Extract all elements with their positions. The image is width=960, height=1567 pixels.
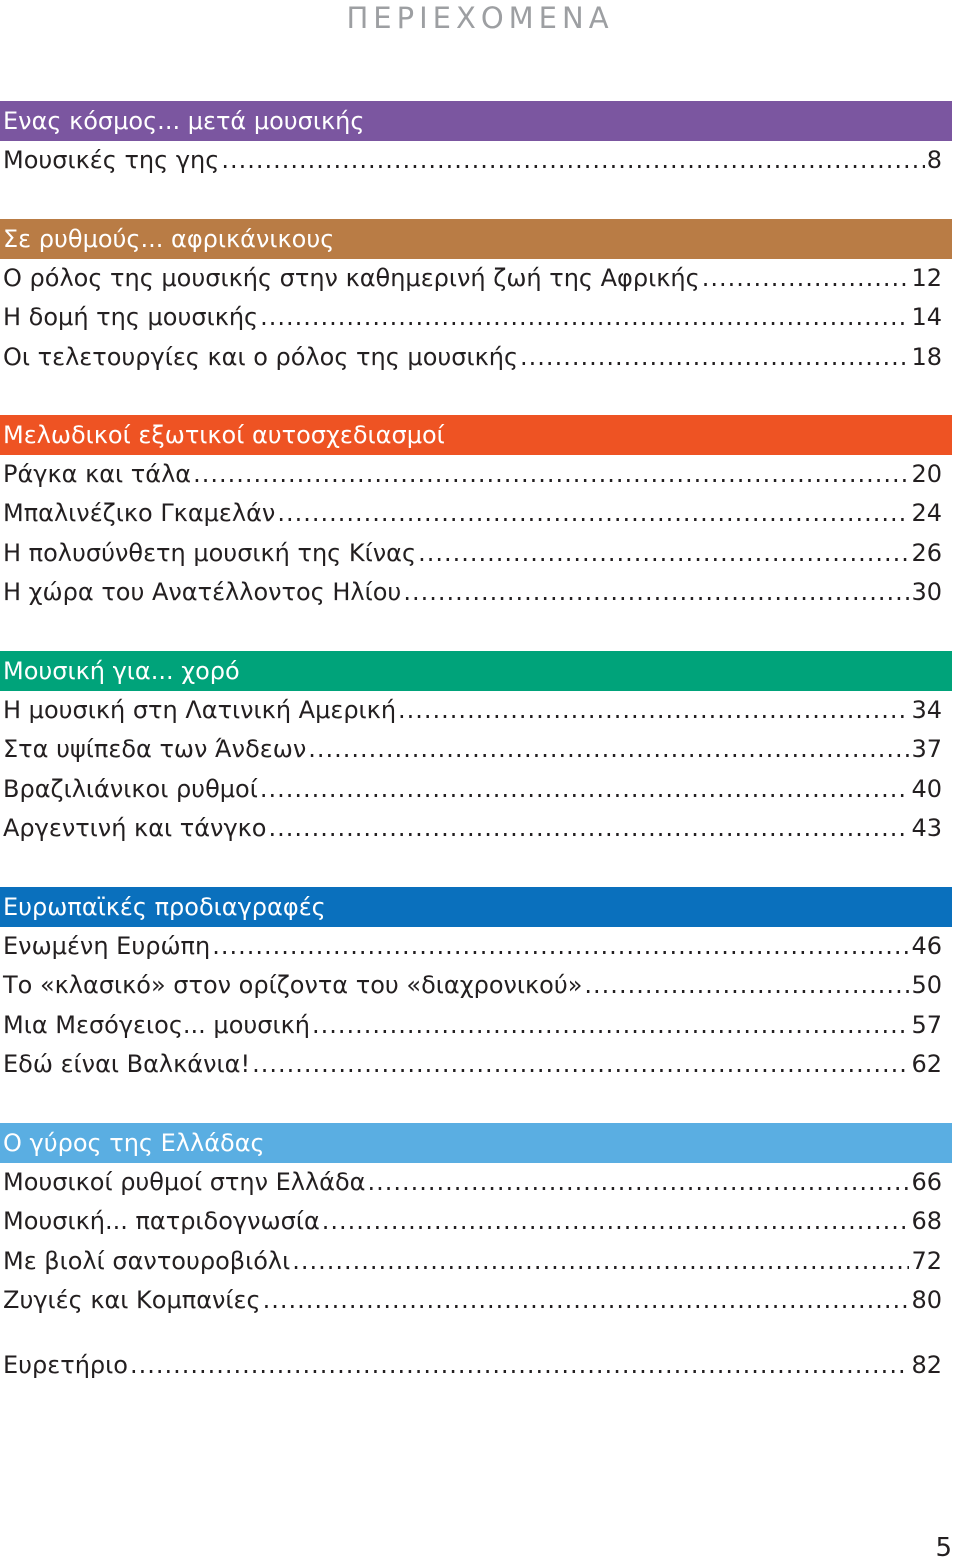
toc-entry[interactable]: [0, 927, 942, 966]
entry-title: Ράγκα και τάλα: [3, 460, 192, 488]
entry-page-number: 26: [911, 538, 942, 567]
entry-title: Με βιολί σαντουροβιόλι: [3, 1246, 291, 1275]
entry-page-number: 24: [911, 499, 942, 528]
dot-leader: [702, 259, 910, 298]
toc-entry[interactable]: [0, 338, 942, 377]
entry-page-number: 50: [911, 971, 942, 1000]
dot-leader: [260, 770, 910, 809]
entry-title: Ευρετήριο: [3, 1351, 128, 1379]
dot-leader: [260, 298, 909, 337]
toc-entry[interactable]: [0, 1163, 942, 1202]
section-header[interactable]: Ο γύρος της Ελλάδας: [0, 1123, 952, 1163]
toc-entry[interactable]: [0, 730, 942, 769]
entry-page-number: 57: [911, 1010, 942, 1039]
toc-entry[interactable]: [0, 141, 942, 180]
entry-title: Στα υψίπεδα των Άνδεων: [3, 735, 307, 764]
index-entry[interactable]: [0, 1346, 942, 1385]
entry-title: Η πολυσύνθετη μουσική της Κίνας: [3, 538, 417, 567]
toc-entry[interactable]: [0, 1045, 942, 1084]
entry-title: Το «κλασικό» στον ορίζοντα του «διαχρονικού»: [3, 971, 583, 1000]
dot-leader: [130, 1346, 909, 1385]
dot-leader: [221, 141, 924, 180]
dot-leader: [398, 691, 909, 730]
toc-entry[interactable]: [0, 691, 942, 730]
entry-title: Μια Μεσόγειος... μουσική: [3, 1010, 310, 1039]
toc-entry[interactable]: [0, 770, 942, 809]
toc-entry[interactable]: [0, 455, 942, 494]
entry-page-number: 82: [911, 1351, 942, 1379]
entry-page-number: 37: [911, 735, 942, 764]
dot-leader: [312, 1006, 909, 1045]
dot-leader: [368, 1163, 910, 1202]
entry-title: Αργεντινή και τάνγκο: [3, 813, 267, 842]
entry-page-number: 8: [926, 146, 942, 174]
entry-page-number: 43: [911, 813, 942, 842]
entry-title: Οι τελετουργίες και ο ρόλος της μουσικής: [3, 342, 519, 371]
entry-title: Ζυγιές και Κομπανίες: [3, 1285, 261, 1314]
entry-page-number: 80: [911, 1285, 942, 1314]
toc-section: [0, 651, 952, 848]
entry-page-number: 20: [911, 460, 942, 488]
entry-page-number: 72: [911, 1246, 942, 1275]
toc-section: [0, 887, 952, 1084]
dot-leader: [277, 494, 909, 533]
dot-leader: [520, 338, 909, 377]
toc-entry[interactable]: [0, 809, 942, 848]
section-header[interactable]: Ενας κόσμος... μετά μουσικής: [0, 101, 952, 141]
dot-leader: [263, 1281, 910, 1320]
dot-leader: [308, 730, 909, 769]
dot-leader: [193, 455, 909, 494]
page-number: 5: [935, 1533, 952, 1563]
dot-leader: [212, 927, 909, 966]
section-header[interactable]: Σε ρυθμούς... αφρικάνικους: [0, 219, 952, 259]
toc-entry[interactable]: [0, 966, 942, 1005]
section-header[interactable]: Μουσική για... χορό: [0, 651, 952, 691]
entry-title: Ενωμένη Ευρώπη: [3, 932, 211, 960]
toc-entry[interactable]: [0, 1202, 942, 1241]
toc-entry[interactable]: [0, 259, 942, 298]
entry-page-number: 34: [911, 696, 942, 724]
entry-title: Μουσικοί ρυθμοί στην Ελλάδα: [3, 1168, 366, 1196]
toc-entry[interactable]: [0, 534, 942, 573]
section-header[interactable]: Ευρωπαϊκές προδιαγραφές: [0, 887, 952, 927]
toc-section: [0, 415, 952, 612]
entry-title: Μπαλινέζικο Γκαμελάν: [3, 499, 276, 528]
entry-page-number: 30: [911, 577, 942, 606]
dot-leader: [418, 534, 909, 573]
toc-section: [0, 1123, 952, 1320]
entry-title: Η χώρα του Ανατέλλοντος Ηλίου: [3, 577, 402, 606]
toc-entry[interactable]: [0, 1281, 942, 1320]
dot-leader: [403, 573, 909, 612]
page-title: ΠΕΡΙΕΧΟΜΕΝΑ: [346, 1, 614, 35]
dot-leader: [292, 1242, 909, 1281]
entry-page-number: 14: [911, 303, 942, 332]
dot-leader: [322, 1202, 910, 1241]
toc-entry[interactable]: [0, 298, 942, 337]
entry-title: Ο ρόλος της μουσικής στην καθημερινή ζωή της Αφρικής: [3, 264, 700, 292]
toc-section: [0, 101, 952, 180]
entry-page-number: 66: [911, 1168, 942, 1196]
toc-section: [0, 219, 952, 377]
dot-leader: [268, 809, 909, 848]
entry-page-number: 68: [911, 1207, 942, 1236]
entry-page-number: 18: [911, 342, 942, 371]
entry-page-number: 62: [911, 1049, 942, 1078]
toc-entry[interactable]: [0, 1242, 942, 1281]
dot-leader: [584, 966, 909, 1005]
entry-title: Εδώ είναι Βαλκάνια!: [3, 1049, 251, 1078]
entry-title: Η μουσική στη Λατινική Αμερική: [3, 696, 397, 724]
entry-page-number: 12: [911, 264, 942, 292]
entry-title: Μουσικές της γης: [3, 146, 220, 174]
entry-page-number: 46: [911, 932, 942, 960]
section-header[interactable]: Μελωδικοί εξωτικοί αυτοσχεδιασμοί: [0, 415, 952, 455]
toc-entry[interactable]: [0, 494, 942, 533]
dot-leader: [252, 1045, 909, 1084]
entry-title: Η δομή της μουσικής: [3, 303, 259, 332]
toc-entry[interactable]: [0, 1006, 942, 1045]
toc-entry[interactable]: [0, 573, 942, 612]
entry-title: Βραζιλιάνικοι ρυθμοί: [3, 774, 258, 803]
entry-page-number: 40: [911, 774, 942, 803]
entry-title: Μουσική... πατριδογνωσία: [3, 1207, 320, 1236]
